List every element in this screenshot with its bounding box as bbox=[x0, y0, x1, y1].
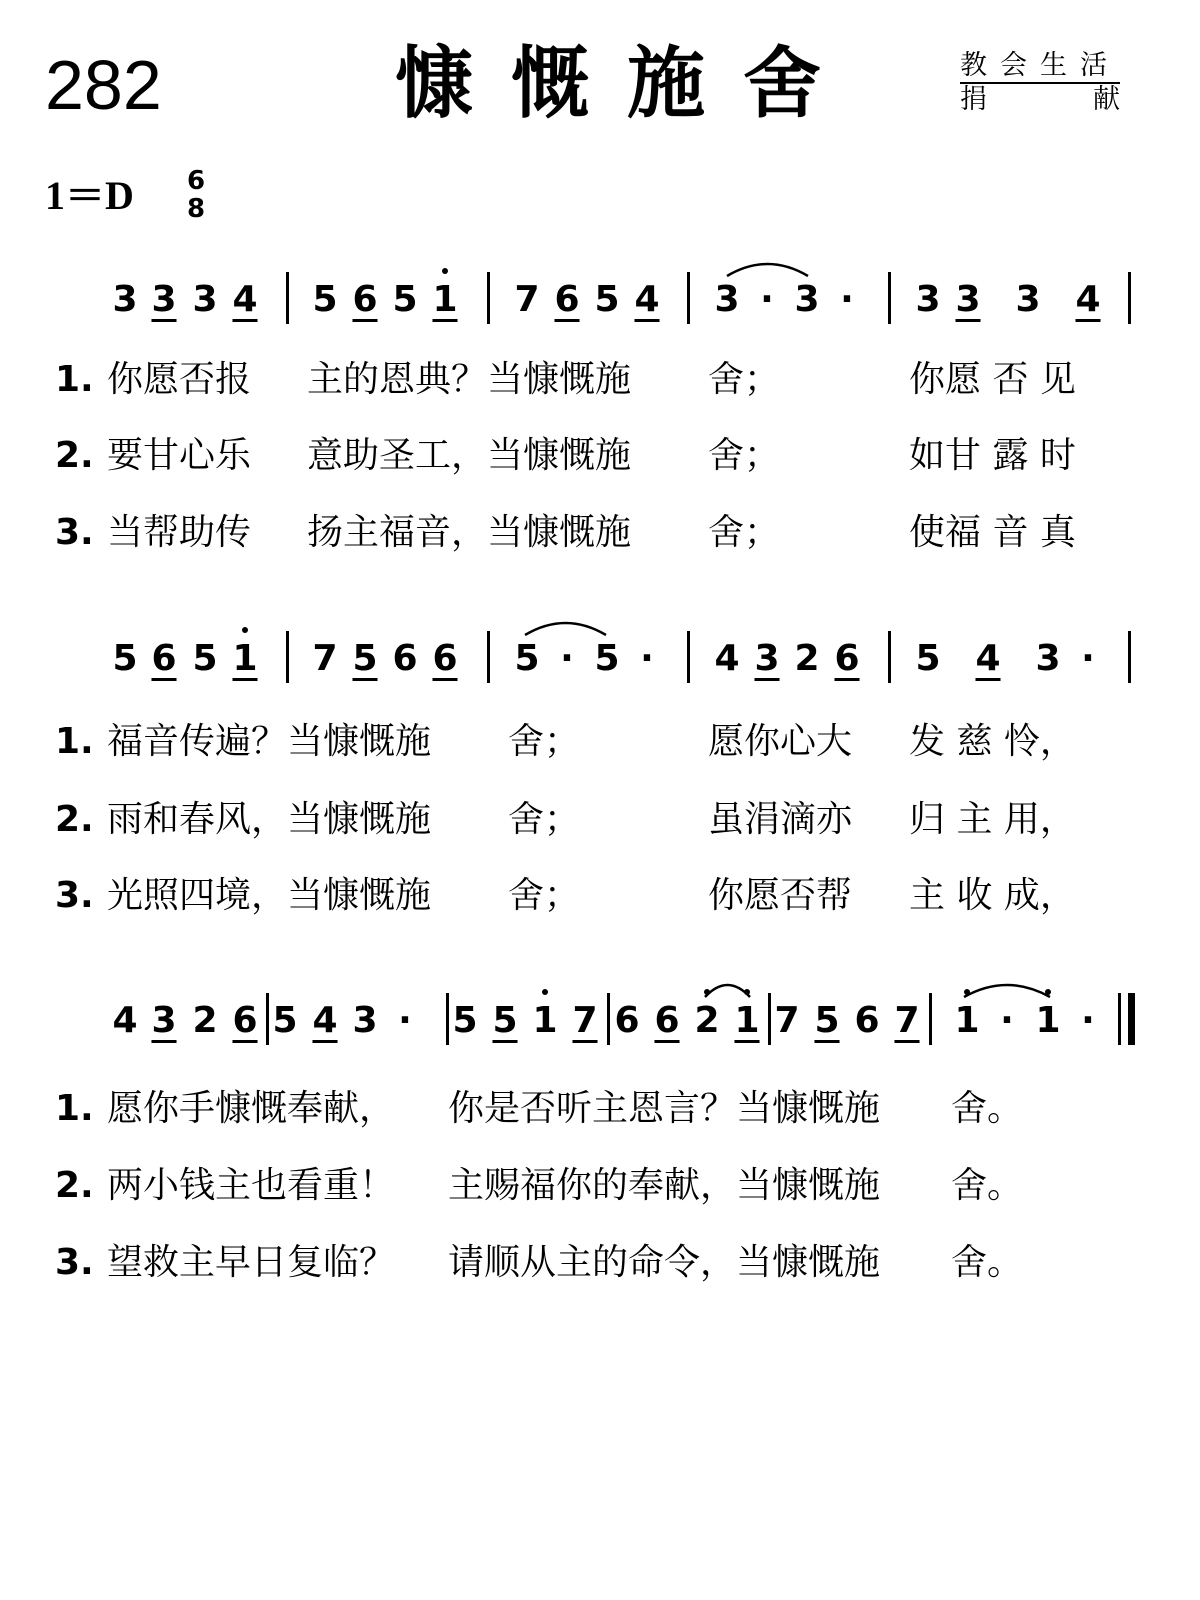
lyric-segment: 意助圣工，当慷慨施 bbox=[307, 435, 632, 476]
bar-line bbox=[266, 993, 269, 1045]
lyric-segment: 舍。 bbox=[951, 1242, 1024, 1283]
note: 5 bbox=[492, 1000, 518, 1041]
verse-number: 2. bbox=[55, 799, 94, 840]
note: 6 bbox=[392, 638, 418, 679]
dot-extension: · bbox=[398, 1000, 412, 1041]
bar-line bbox=[768, 993, 771, 1045]
note: 7 bbox=[572, 1000, 598, 1041]
bar-line bbox=[687, 272, 690, 324]
note: 1 bbox=[734, 1000, 760, 1041]
time-signature bbox=[185, 168, 207, 224]
note: 3 bbox=[1035, 638, 1061, 679]
note: 2 bbox=[794, 638, 820, 679]
note: 3 bbox=[151, 279, 177, 320]
tie-arc bbox=[703, 977, 752, 999]
lyric-segment: 舍； bbox=[708, 359, 781, 400]
tie-arc bbox=[962, 977, 1052, 999]
verse-number: 3. bbox=[55, 512, 94, 553]
bar-line bbox=[446, 993, 449, 1045]
lyric-segment: 愿你心大 bbox=[708, 721, 853, 762]
lyric-segment: 舍。 bbox=[951, 1165, 1024, 1206]
verse-number: 2. bbox=[55, 435, 94, 476]
lyric-segment: 雨和春风，当慷慨施 bbox=[107, 799, 432, 840]
lyric-segment: 你愿否帮 bbox=[708, 875, 853, 916]
dot-extension: · bbox=[560, 638, 574, 679]
lyric-segment: 舍； bbox=[708, 512, 781, 553]
lyric-segment: 如甘 露 时 bbox=[909, 435, 1076, 476]
hymn-number: 282 bbox=[45, 46, 162, 124]
note: 4 bbox=[975, 638, 1001, 679]
note: 4 bbox=[634, 279, 660, 320]
lyric-segment: 发 慈 怜， bbox=[909, 721, 1076, 762]
note: 1 bbox=[954, 1000, 980, 1041]
note: 5 bbox=[192, 638, 218, 679]
note: 5 bbox=[594, 638, 620, 679]
lyric-segment: 两小钱主也看重！ bbox=[107, 1165, 396, 1206]
dot-extension: · bbox=[1000, 1000, 1014, 1041]
note: 6 bbox=[854, 1000, 880, 1041]
bar-line bbox=[286, 272, 289, 324]
note: 5 bbox=[594, 279, 620, 320]
note: 5 bbox=[452, 1000, 478, 1041]
final-bar-thick bbox=[1128, 993, 1135, 1045]
lyric-segment: 舍； bbox=[508, 799, 581, 840]
lyric-segment: 舍； bbox=[508, 721, 581, 762]
note: 3 bbox=[192, 279, 218, 320]
note: 1 bbox=[1035, 1000, 1061, 1041]
lyric-segment: 愿你手慷慨奉献， bbox=[107, 1088, 396, 1129]
bar-line bbox=[286, 631, 289, 683]
note: 6 bbox=[614, 1000, 640, 1041]
note: 6 bbox=[151, 638, 177, 679]
key-signature: 1＝D bbox=[45, 173, 134, 218]
dot-extension: · bbox=[760, 279, 774, 320]
note: 1 bbox=[532, 1000, 558, 1041]
category-main: 教会生活 bbox=[960, 52, 1120, 84]
bar-line bbox=[1128, 631, 1131, 683]
lyric-segment: 福音传遍？当慷慨施 bbox=[107, 721, 432, 762]
lyric-segment: 你愿否报 bbox=[107, 359, 252, 400]
lyric-segment: 望救主早日复临？ bbox=[107, 1242, 396, 1283]
note: 4 bbox=[1075, 279, 1101, 320]
note: 5 bbox=[514, 638, 540, 679]
verse-number: 2. bbox=[55, 1165, 94, 1206]
note: 3 bbox=[112, 279, 138, 320]
hymn-title: 慷慨施舍 bbox=[395, 39, 860, 129]
note: 7 bbox=[774, 1000, 800, 1041]
high-octave-dot bbox=[542, 989, 548, 995]
tie-arc bbox=[725, 256, 810, 278]
note: 3 bbox=[151, 1000, 177, 1041]
note: 3 bbox=[1015, 279, 1041, 320]
high-octave-dot bbox=[242, 627, 248, 633]
lyric-segment: 主的恩典？当慷慨施 bbox=[307, 359, 632, 400]
note: 3 bbox=[794, 279, 820, 320]
note: 6 bbox=[352, 279, 378, 320]
note: 3 bbox=[352, 1000, 378, 1041]
dot-extension: · bbox=[1081, 638, 1095, 679]
final-bar-thin bbox=[1118, 993, 1121, 1045]
bar-line bbox=[888, 631, 891, 683]
note: 3 bbox=[754, 638, 780, 679]
note: 6 bbox=[834, 638, 860, 679]
lyric-segment: 主赐福你的奉献，当慷慨施 bbox=[448, 1165, 881, 1206]
category-sub bbox=[960, 86, 1120, 113]
note: 4 bbox=[312, 1000, 338, 1041]
lyric-segment: 要甘心乐 bbox=[107, 435, 252, 476]
note: 7 bbox=[514, 279, 540, 320]
dot-extension: · bbox=[840, 279, 854, 320]
note: 7 bbox=[312, 638, 338, 679]
lyric-segment: 舍； bbox=[708, 435, 781, 476]
category-sub-char-1: 捐 bbox=[960, 84, 987, 115]
note: 2 bbox=[694, 1000, 720, 1041]
high-octave-dot bbox=[442, 268, 448, 274]
verse-number: 3. bbox=[55, 875, 94, 916]
verse-number: 3. bbox=[55, 1242, 94, 1283]
time-signature-top: 6 bbox=[186, 166, 206, 196]
time-signature-bottom: 8 bbox=[186, 194, 206, 224]
lyric-segment: 归 主 用， bbox=[909, 799, 1076, 840]
note: 4 bbox=[232, 279, 258, 320]
lyric-segment: 舍； bbox=[508, 875, 581, 916]
note: 4 bbox=[714, 638, 740, 679]
verse-number: 1. bbox=[55, 1088, 94, 1129]
note: 5 bbox=[352, 638, 378, 679]
note: 5 bbox=[312, 279, 338, 320]
lyric-segment: 主 收 成， bbox=[909, 875, 1076, 916]
note: 2 bbox=[192, 1000, 218, 1041]
bar-line bbox=[929, 993, 932, 1045]
bar-line bbox=[1128, 272, 1131, 324]
lyric-segment: 虽涓滴亦 bbox=[708, 799, 853, 840]
verse-number: 1. bbox=[55, 359, 94, 400]
lyric-segment: 光照四境，当慷慨施 bbox=[107, 875, 432, 916]
note: 6 bbox=[432, 638, 458, 679]
bar-line bbox=[607, 993, 610, 1045]
bar-line bbox=[687, 631, 690, 683]
bar-line bbox=[888, 272, 891, 324]
tie-arc bbox=[523, 615, 608, 637]
note: 5 bbox=[112, 638, 138, 679]
note: 1 bbox=[232, 638, 258, 679]
note: 4 bbox=[112, 1000, 138, 1041]
bar-line bbox=[487, 631, 490, 683]
note: 6 bbox=[654, 1000, 680, 1041]
lyric-segment: 请顺从主的命令，当慷慨施 bbox=[448, 1242, 881, 1283]
note: 3 bbox=[955, 279, 981, 320]
lyric-segment: 当帮助传 bbox=[107, 512, 252, 553]
note: 5 bbox=[272, 1000, 298, 1041]
lyric-segment: 你是否听主恩言？当慷慨施 bbox=[448, 1088, 881, 1129]
dot-extension: · bbox=[640, 638, 654, 679]
note: 5 bbox=[915, 638, 941, 679]
note: 6 bbox=[554, 279, 580, 320]
note: 6 bbox=[232, 1000, 258, 1041]
note: 3 bbox=[915, 279, 941, 320]
bar-line bbox=[487, 272, 490, 324]
lyric-segment: 扬主福音，当慷慨施 bbox=[307, 512, 632, 553]
note: 5 bbox=[392, 279, 418, 320]
lyric-segment: 使福 音 真 bbox=[909, 512, 1076, 553]
note: 5 bbox=[814, 1000, 840, 1041]
category-sub-char-2: 献 bbox=[1093, 84, 1120, 115]
note: 3 bbox=[714, 279, 740, 320]
hymn-category bbox=[960, 52, 1120, 113]
dot-extension: · bbox=[1081, 1000, 1095, 1041]
lyric-segment: 舍。 bbox=[951, 1088, 1024, 1129]
note: 1 bbox=[432, 279, 458, 320]
note: 7 bbox=[894, 1000, 920, 1041]
lyric-segment: 你愿 否 见 bbox=[909, 359, 1076, 400]
verse-number: 1. bbox=[55, 721, 94, 762]
